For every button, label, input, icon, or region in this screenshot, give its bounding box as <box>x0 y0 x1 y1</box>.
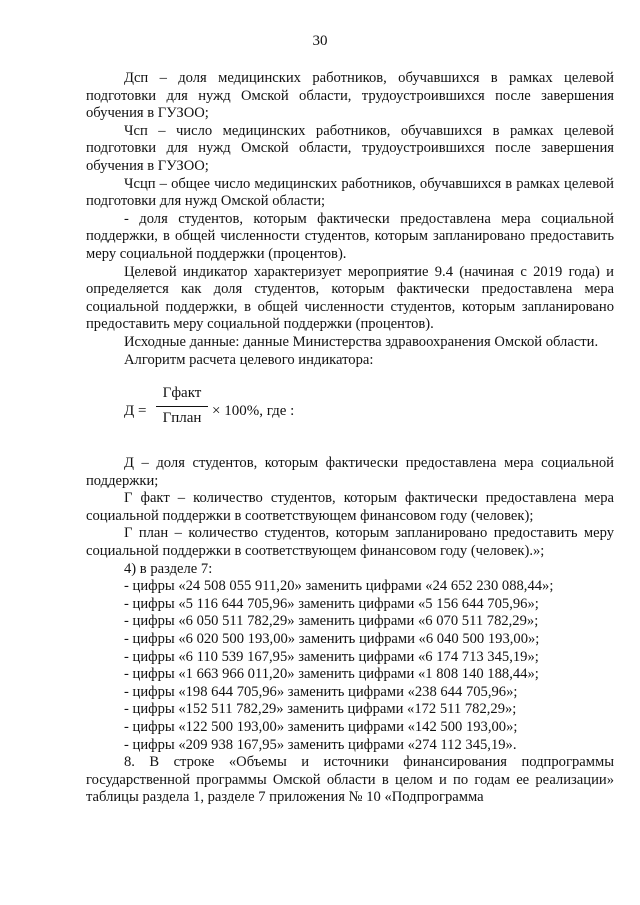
paragraph-source-data: Исходные данные: данные Министерства здравоохранения Омской области. <box>124 333 599 350</box>
formula-rhs: × 100%, где : <box>212 403 295 420</box>
formula-numerator: Гфакт <box>156 385 208 407</box>
list-item: - цифры «6 020 500 193,00» заменить цифрами «6 040 500 193,00»; <box>124 631 540 648</box>
formula <box>86 383 614 441</box>
replacement-list <box>86 578 614 754</box>
list-item: - цифры «6 110 539 167,95» заменить цифрами «6 174 713 345,19»; <box>124 648 539 665</box>
list-item: - цифры «5 116 644 705,96» заменить цифрами «5 156 644 705,96»; <box>124 595 539 612</box>
paragraph-item-8: 8. В строке «Объемы и источники финансирования подпрограммы государственной программы Омской области в целом и по годам ее реализации» таблицы раздела 1, разделе 7 приложения № 10 «Подпрограмма <box>86 754 614 806</box>
paragraph-chscp: Чсцп – общее число медицинских работников, обучавшихся в рамках целевой подготовки для нужд Омской области; <box>86 175 614 210</box>
list-item: - цифры «209 938 167,95» заменить цифрами «274 112 345,19». <box>124 736 517 753</box>
list-item: - цифры «152 511 782,29» заменить цифрами «172 511 782,29»; <box>124 701 517 718</box>
paragraph-dsp: Дсп – доля медицинских работников, обучавшихся в рамках целевой подготовки для нужд Омской области, трудоустроившихся после завершения обучения в ГУЗОО; <box>86 70 614 122</box>
paragraph-g-fact-definition: Г факт – количество студентов, которым фактически предоставлена мера социальной поддержки в соответствующем финансовом году (человек); <box>86 490 614 524</box>
paragraph-d-definition: Д – доля студентов, которым фактически предоставлена мера социальной поддержки; <box>86 455 614 489</box>
paragraph-student-share: - доля студентов, которым фактически предоставлена мера социальной поддержки, в общей численности студентов, которым запланировано предоставить меру социальной поддержки (процентов). <box>86 210 614 262</box>
paragraph-algorithm-heading: Алгоритм расчета целевого индикатора: <box>124 351 374 368</box>
page-number: 30 <box>312 33 328 49</box>
formula-denominator: Гплан <box>162 409 202 426</box>
list-item: - цифры «198 644 705,96» заменить цифрами «238 644 705,96»; <box>124 683 518 700</box>
list-item: - цифры «122 500 193,00» заменить цифрами «142 500 193,00»; <box>124 719 518 735</box>
list-item: - цифры «6 050 511 782,29» заменить цифрами «6 070 511 782,29»; <box>124 613 539 630</box>
formula-fraction <box>156 385 208 427</box>
formula-lhs: Д = <box>124 403 147 420</box>
document-body <box>86 70 614 807</box>
paragraph-chsp: Чсп – число медицинских работников, обучавшихся в рамках целевой подготовки для нужд Омской области, трудоустроившихся после завершения обучения в ГУЗОО; <box>86 122 614 174</box>
paragraph-section-7: 4) в разделе 7: <box>124 560 213 577</box>
paragraph-g-plan-definition: Г план – количество студентов, которым запланировано предоставить меру социальной поддержки в соответствующем финансовом году (человек).»; <box>86 525 614 560</box>
list-item: - цифры «24 508 055 911,20» заменить цифрами «24 652 230 088,44»; <box>124 578 554 595</box>
paragraph-indicator-description: Целевой индикатор характеризует мероприятие 9.4 (начиная с 2019 года) и определяется как доля студентов, которым фактически предоставлена мера социальной поддержки, в общей численности студентов, которым запланировано предоставить меру социальной поддержки (процентов). <box>86 263 614 333</box>
list-item: - цифры «1 663 966 011,20» заменить цифрами «1 808 140 188,44»; <box>124 666 539 683</box>
